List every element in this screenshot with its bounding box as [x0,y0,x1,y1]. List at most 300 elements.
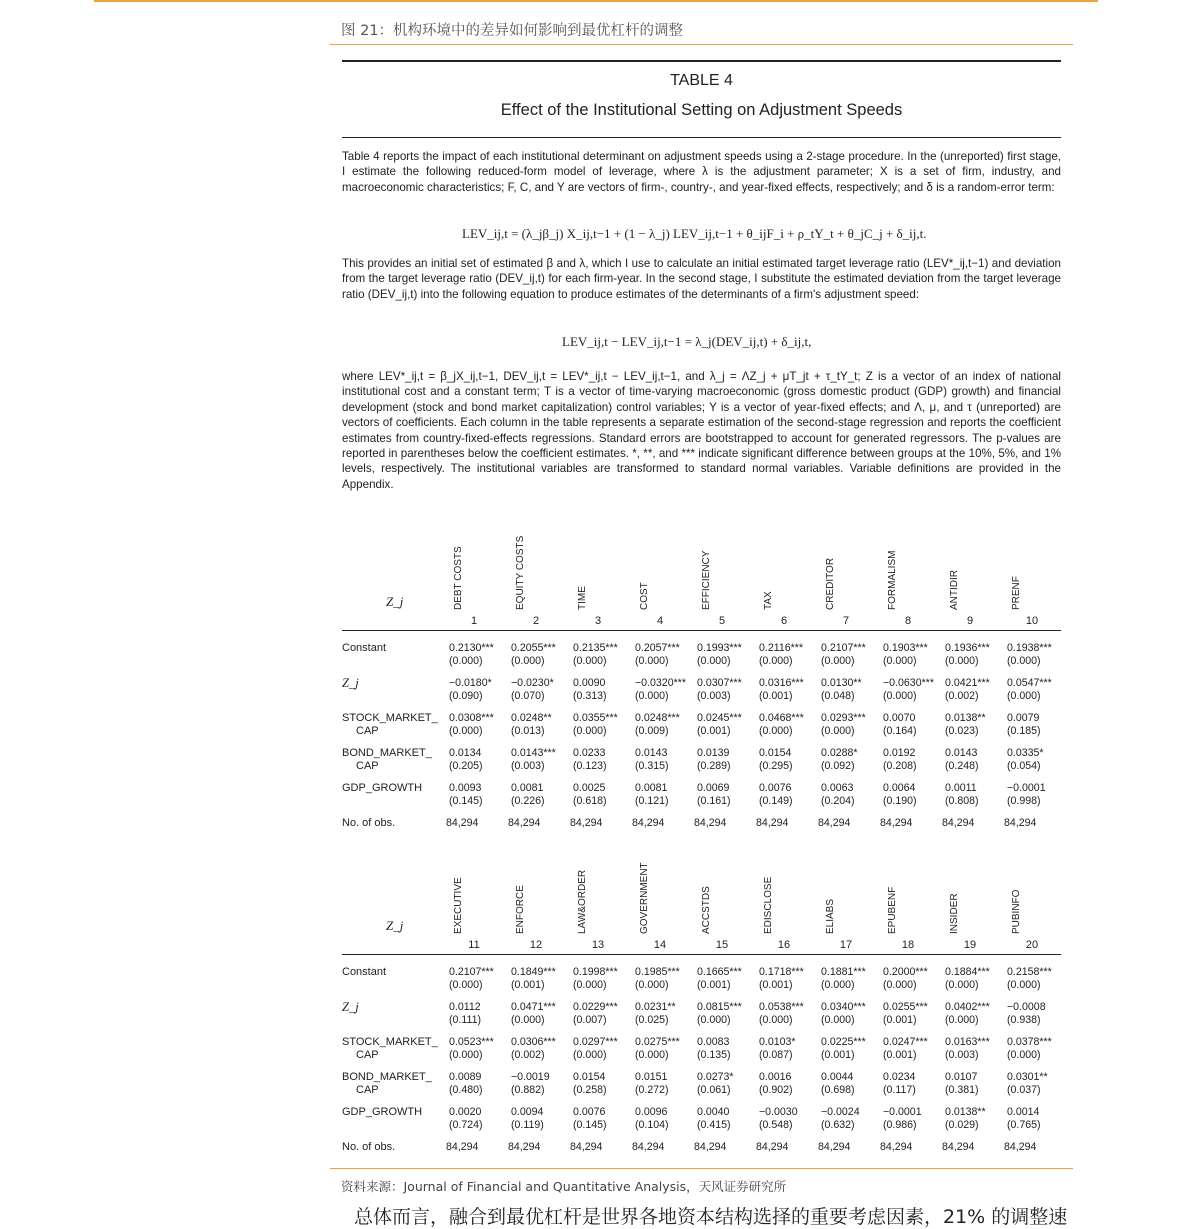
obs-count: 84,294 [756,817,789,829]
coefficient-value: 0.1718*** [759,966,804,978]
table-cell [573,966,618,992]
table-cell [1007,1036,1052,1062]
table-cell [635,1071,669,1097]
table-cell [635,712,680,738]
coefficient-value: 0.0011 [945,782,977,794]
p-value: (0.000) [573,725,607,737]
table-cell [449,712,494,738]
table-cell [697,712,742,738]
column-header: PRENF [1011,576,1022,610]
table-cell [511,1036,556,1062]
coefficient-value: 0.0378*** [1007,1036,1052,1048]
p-value: (0.001) [697,979,731,991]
coefficient-value: 0.0255*** [883,1001,928,1013]
coefficient-value: 0.0014 [1007,1106,1040,1118]
obs-count: 84,294 [818,1141,851,1153]
p-value: (0.000) [945,979,979,991]
table-cell [1007,712,1041,738]
p-value: (0.000) [573,1049,607,1061]
coefficient-value: 0.0402*** [945,1001,990,1013]
row-label: Z_j [342,676,359,690]
row-label-line: BOND_MARKET_ [342,747,432,759]
coefficient-value: −0.0180* [449,677,492,689]
p-value: (0.000) [449,1049,483,1061]
p-value: (0.145) [573,1119,607,1131]
coefficient-value: 0.0468*** [759,712,804,724]
column-number: 9 [966,615,974,627]
table-cell [573,747,607,773]
table-cell [759,747,793,773]
coefficient-value: 0.0107 [945,1071,978,1083]
coefficient-value: 0.0139 [697,747,730,759]
table-cell [759,642,803,668]
p-value: (0.000) [821,979,855,991]
coefficient-value: −0.0001 [883,1106,922,1118]
p-value: (0.000) [945,655,979,667]
table-title: Effect of the Institutional Setting on Adjustment Speeds [500,101,903,119]
coefficient-value: 0.0090 [573,677,606,689]
coefficient-value: 0.0815*** [697,1001,742,1013]
table-cell [945,1001,990,1027]
p-value: (0.000) [1007,655,1041,667]
table-cell [511,747,556,773]
table-cell [759,1001,804,1027]
p-value: (0.000) [511,655,545,667]
coefficient-value: 0.1884*** [945,966,990,978]
table-cell [573,782,607,808]
table-cell [759,712,804,738]
coefficient-value: 0.1903*** [883,642,928,654]
p-value: (0.149) [759,795,793,807]
obs-count: 84,294 [1004,1141,1037,1153]
p-value: (0.000) [573,655,607,667]
equation-first-stage: LEV_ij,t = (λ_jβ_j) X_ij,t−1 + (1 − λ_j) LEV_ij,t−1 + θ_ijF_i + ρ_tY_t + θ_jC_j + δ_ij,t. [462,226,927,241]
row-label-line: STOCK_MARKET_ [342,1036,438,1048]
coefficient-value: 0.0154 [573,1071,606,1083]
column-number: 5 [718,615,726,627]
coefficient-value: 0.2130*** [449,642,494,654]
table-label: TABLE 4 [670,72,733,89]
method-paragraph: This provides an initial set of estimated β and λ, which I use to calculate an initial estimated target leverage ratio (LEV*_ij,t−1) and deviation from the target leverage ratio (DEV_ij,t) for each firm-year. In the second stage, I substitute the estimated deviation from the target leverage ratio (DEV_ij,t) into the following equation to produce estimates of the determinants of a firm's adjustment speed: [342,257,1061,301]
column-number: 20 [1025,939,1039,951]
column-header: ANTIDIR [949,570,960,610]
column-header: INSIDER [949,893,960,934]
p-value: (0.000) [635,1049,669,1061]
title-rule [342,137,1061,138]
table-cell [945,677,990,703]
p-value: (0.986) [883,1119,917,1131]
zj-header-label: Z_j [386,918,404,933]
p-value: (0.003) [697,690,731,702]
notes-paragraph: where LEV*_ij,t = β_jX_ij,t−1, DEV_ij,t = LEV*_ij,t − LEV_ij,t−1, and λ_j = ΛZ_j + μT_jt + τ_tY_t; Z is a vector of an index of national institutional cost and a constant term; T is a vector of time-varying macroeconomic (gross domestic product (GDP) growth) and financial development (stock and bond market capitalization) control variables; Y is a vector of year-fixed effects; and Λ, μ, and τ (unreported) are vectors of coefficients. Each column in the table represents a separate estimation of the second-stage regression and reports the coefficient estimates from country-fixed-effects regressions. Standard errors are bootstrapped to account for generated regressors. The p-values are reported in parentheses below the coefficient estimates. *, **, and *** indicate significant difference between groups at the 10%, 5%, and 1% levels, respectively. The institutional variables are transformed to standard normal variables. Variable definitions are provided in the Appendix. [342,370,1061,491]
table-cell [635,1036,680,1062]
coefficient-value: 0.2055*** [511,642,556,654]
coefficient-value: 0.0134 [449,747,482,759]
table-cell [883,966,928,992]
coefficient-value: 0.0308*** [449,712,494,724]
p-value: (0.000) [573,979,607,991]
coefficient-value: 0.0079 [1007,712,1040,724]
p-value: (0.000) [759,1014,793,1026]
p-value: (0.121) [635,795,669,807]
table-cell [573,642,618,668]
row-label: GDP_GROWTH [342,782,423,794]
obs-count: 84,294 [446,817,479,829]
table-cell [449,966,494,992]
column-header: DEBT COSTS [453,546,464,610]
coefficient-value: 0.0471*** [511,1001,556,1013]
p-value: (0.315) [635,760,669,772]
coefficient-value: 0.0307*** [697,677,742,689]
table-cell [573,677,607,703]
p-value: (0.313) [573,690,607,702]
table-cell [511,782,545,808]
p-value: (0.002) [511,1049,545,1061]
coefficient-value: 0.0340*** [821,1001,866,1013]
zj-header-label: Z_j [386,594,404,609]
p-value: (0.001) [883,1049,917,1061]
top-accent-rule [94,0,1098,2]
coefficient-value: 0.0069 [697,782,730,794]
table-cell [945,747,979,773]
row-label [342,1071,432,1097]
table-cell [821,677,862,703]
table-cell [1007,782,1046,808]
p-value: (0.000) [449,655,483,667]
coefficient-value: 0.1998*** [573,966,618,978]
p-value: (0.000) [759,725,793,737]
coefficient-value: 0.0355*** [573,712,618,724]
coefficient-value: 0.0076 [573,1106,606,1118]
coefficient-value: 0.0273* [697,1071,734,1083]
figure-caption: 图 21：机构环境中的差异如何影响到最优杠杆的调整 [341,23,684,39]
p-value: (0.000) [1007,979,1041,991]
column-number: 13 [591,939,605,951]
p-value: (0.111) [449,1014,481,1026]
table-cell [821,966,866,992]
table-cell [449,1036,494,1062]
p-value: (0.013) [511,725,545,737]
row-label-line: CAP [356,1084,379,1096]
p-value: (0.208) [883,760,917,772]
table-cell [449,1001,481,1027]
p-value: (0.061) [697,1084,731,1096]
p-value: (0.001) [883,1014,917,1026]
table-cell [449,1071,483,1097]
table-cell [511,712,552,738]
p-value: (0.001) [759,690,793,702]
p-value: (0.258) [573,1084,607,1096]
table-cell [883,747,917,773]
table-cell [573,712,618,738]
coefficient-value: 0.2000*** [883,966,928,978]
coefficient-value: 0.0130** [821,677,862,689]
p-value: (0.087) [759,1049,793,1061]
table-cell [821,642,866,668]
obs-count: 84,294 [570,817,603,829]
coefficient-value: 0.2107*** [821,642,866,654]
column-number: 17 [839,939,853,951]
coefficient-value: −0.0630*** [883,677,934,689]
p-value: (0.135) [697,1049,731,1061]
coefficient-value: 0.0293*** [821,712,866,724]
p-value: (0.205) [449,760,483,772]
p-value: (0.037) [1007,1084,1041,1096]
row-label: GDP_GROWTH [342,1106,423,1118]
coefficient-value: −0.0008 [1007,1001,1046,1013]
p-value: (0.092) [821,760,855,772]
table-cell [449,1106,483,1132]
coefficient-value: 0.0288* [821,747,858,759]
obs-count: 84,294 [1004,817,1037,829]
row-label [342,747,432,773]
table-cell [1007,1001,1046,1027]
p-value: (0.190) [883,795,917,807]
row-label-line: BOND_MARKET_ [342,1071,432,1083]
obs-count: 84,294 [880,817,913,829]
coefficient-value: 0.0306*** [511,1036,556,1048]
coefficient-value: −0.0024 [821,1106,860,1118]
coefficient-value: 0.0096 [635,1106,668,1118]
column-header: PUBINFO [1011,889,1022,934]
table-cell [573,1001,618,1027]
table-cell [883,782,917,808]
column-number: 12 [529,939,543,951]
coefficient-value: 0.0076 [759,782,792,794]
table-cell [1007,677,1052,703]
column-number: 16 [777,939,791,951]
coefficient-value: −0.0030 [759,1106,798,1118]
table-cell [697,677,742,703]
p-value: (0.724) [449,1119,483,1131]
column-header: TAX [763,591,774,610]
p-value: (0.001) [511,979,545,991]
p-value: (0.070) [511,690,545,702]
coefficient-value: 0.0248** [511,712,552,724]
obs-count: 84,294 [570,1141,603,1153]
table-cell [697,1071,734,1097]
p-value: (0.000) [635,690,669,702]
p-value: (0.000) [883,655,917,667]
p-value: (0.000) [449,725,483,737]
column-header: CREDITOR [825,557,836,610]
table-cell [821,1106,860,1132]
column-number: 14 [653,939,667,951]
p-value: (0.123) [573,760,607,772]
coefficient-value: 0.1849*** [511,966,556,978]
coefficient-value: 0.0083 [697,1036,730,1048]
p-value: (0.000) [821,725,855,737]
p-value: (0.295) [759,760,793,772]
p-value: (0.048) [821,690,855,702]
coefficient-value: 0.0547*** [1007,677,1052,689]
table-cell [945,1036,990,1062]
p-value: (0.698) [821,1084,855,1096]
table-cell [635,966,680,992]
coefficient-value: 0.0103* [759,1036,796,1048]
coefficient-value: 0.0538*** [759,1001,804,1013]
table-cell [573,1106,607,1132]
row-label: No. of obs. [342,817,396,829]
coefficient-value: 0.2158*** [1007,966,1052,978]
table-cell [759,1036,796,1062]
coefficient-value: 0.0248*** [635,712,680,724]
p-value: (0.007) [573,1014,607,1026]
table-cell [759,1071,793,1097]
p-value: (0.117) [883,1084,916,1096]
p-value: (0.938) [1007,1014,1041,1026]
p-value: (0.998) [1007,795,1041,807]
p-value: (0.001) [821,1049,855,1061]
column-header: ENFORCE [515,885,526,934]
obs-count: 84,294 [694,1141,727,1153]
p-value: (0.548) [759,1119,793,1131]
column-number: 8 [904,615,912,627]
column-number: 6 [780,615,788,627]
table-cell [883,1001,928,1027]
p-value: (0.000) [1007,1049,1041,1061]
p-value: (0.272) [635,1084,669,1096]
column-header: EPUBENF [887,886,898,934]
column-number: 10 [1025,615,1039,627]
p-value: (0.185) [1007,725,1041,737]
table-cell [1007,966,1052,992]
p-value: (0.025) [635,1014,669,1026]
p-value: (0.000) [883,979,917,991]
column-header: FORMALISM [887,550,898,610]
coefficient-value: 0.0247*** [883,1036,928,1048]
coefficient-value: 0.2135*** [573,642,618,654]
p-value: (0.000) [759,655,793,667]
p-value: (0.104) [635,1119,669,1131]
column-header: ACCSTDS [701,886,712,934]
p-value: (0.000) [821,1014,855,1026]
coefficient-value: −0.0320*** [635,677,686,689]
p-value: (0.808) [945,795,979,807]
coefficient-value: 0.0143 [945,747,978,759]
body-text-continuation: 总体而言，融合到最优杠杆是世界各地资本结构选择的重要考虑因素，21% 的调整速 [354,1206,1068,1228]
coefficient-value: 0.0025 [573,782,606,794]
p-value: (0.882) [511,1084,545,1096]
column-number: 11 [468,939,480,951]
table-cell [697,642,742,668]
coefficient-value: 0.0016 [759,1071,792,1083]
table-cell [511,966,556,992]
coefficient-value: 0.0231** [635,1001,676,1013]
coefficient-value: 0.0163*** [945,1036,990,1048]
coefficient-value: 0.1881*** [821,966,866,978]
coefficient-value: 0.0151 [635,1071,668,1083]
p-value: (0.090) [449,690,483,702]
row-label: Constant [342,966,387,978]
p-value: (0.000) [883,690,917,702]
table-cell [945,1071,979,1097]
obs-count: 84,294 [942,1141,975,1153]
obs-count: 84,294 [942,817,975,829]
coefficient-value: −0.0230* [511,677,554,689]
p-value: (0.119) [511,1119,544,1131]
coefficient-value: 0.0297*** [573,1036,618,1048]
row-label: Constant [342,642,387,654]
p-value: (0.161) [697,795,731,807]
table-cell [945,642,990,668]
coefficient-value: 0.2057*** [635,642,680,654]
p-value: (0.000) [449,979,483,991]
table-cell [573,1036,618,1062]
obs-count: 84,294 [508,817,541,829]
table-cell [449,747,483,773]
p-value: (0.029) [945,1119,979,1131]
table-cell [883,1071,916,1097]
table-cell [759,782,793,808]
coefficient-value: 0.1665*** [697,966,742,978]
obs-count: 84,294 [694,817,727,829]
column-header: TIME [577,586,588,610]
coefficient-value: 0.0143 [635,747,668,759]
p-value: (0.164) [883,725,917,737]
p-value: (0.000) [635,979,669,991]
table-cell [883,1106,922,1132]
column-number: 7 [842,615,850,627]
p-value: (0.009) [635,725,669,737]
obs-count: 84,294 [880,1141,913,1153]
p-value: (0.002) [945,690,979,702]
header-rule [342,630,1061,631]
coefficient-value: 0.0301** [1007,1071,1048,1083]
p-value: (0.765) [1007,1119,1041,1131]
coefficient-value: 0.0040 [697,1106,730,1118]
table-cell [883,712,917,738]
column-number: 19 [963,939,977,951]
p-value: (0.618) [573,795,607,807]
column-header: EFFICIENCY [701,550,712,610]
coefficient-value: 0.1993*** [697,642,742,654]
p-value: (0.000) [511,1014,545,1026]
p-value: (0.204) [821,795,855,807]
table-cell [697,747,731,773]
coefficient-value: 0.0112 [449,1001,481,1013]
table-cell [1007,642,1052,668]
table-cell [759,1106,798,1132]
source-rule [330,1168,1073,1169]
table-cell [759,966,804,992]
coefficient-value: 0.0081 [511,782,544,794]
table-cell [945,1106,986,1132]
column-header: EDISCLOSE [763,876,774,934]
table-cell [945,712,986,738]
table-cell [697,1036,731,1062]
coefficient-value: 0.0421*** [945,677,990,689]
coefficient-value: 0.0094 [511,1106,544,1118]
coefficient-value: 0.0192 [883,747,916,759]
p-value: (0.000) [945,1014,979,1026]
coefficient-value: 0.0070 [883,712,916,724]
p-value: (0.632) [821,1119,855,1131]
coefficient-value: 0.0138** [945,1106,986,1118]
table-cell [945,966,990,992]
coefficient-value: 0.0020 [449,1106,482,1118]
coefficient-value: 0.0316*** [759,677,804,689]
p-value: (0.000) [821,655,855,667]
caption-rule [330,44,1073,45]
table-cell [945,782,979,808]
table-cell [821,782,855,808]
table-cell [1007,1071,1048,1097]
header-rule [342,954,1061,955]
coefficient-value: 0.0089 [449,1071,482,1083]
row-label-line: CAP [356,760,379,772]
column-number: 15 [715,939,729,951]
